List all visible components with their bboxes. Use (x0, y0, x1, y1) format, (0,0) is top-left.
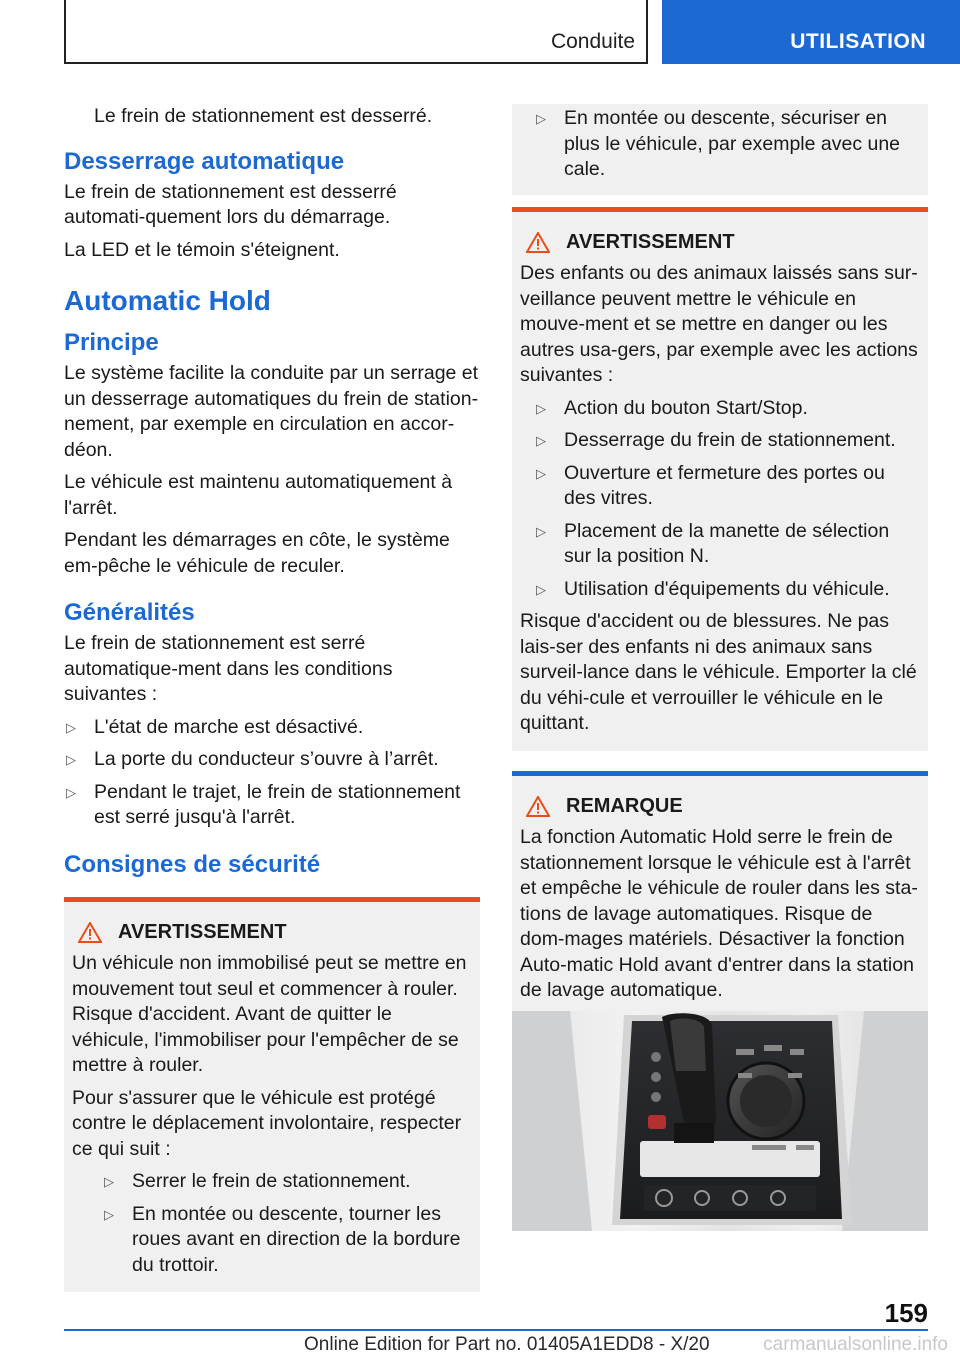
console-illustration (512, 1011, 928, 1231)
list-item: ▷ Serrer le frein de stationnement. (72, 1169, 472, 1195)
warning-box (64, 897, 480, 1293)
warning-text-1: Un véhicule non immobilisé peut se mettre en mouvement tout seul et commencer à rouler. Risque d'accident. Avant de quitter le véhicule, l'immobiliser pour l'empêcher de se mettre à rouler. (72, 952, 467, 1076)
auto-release-text: Le frein de stationnement est desserré automati-quement lors du démarrage. (64, 180, 397, 228)
footer-divider (64, 1329, 928, 1331)
list-item: ▷ Action du bouton Start/Stop. (520, 396, 920, 422)
triangle-bullet-icon: ▷ (104, 1174, 114, 1189)
heading-auto-release: Desserrage automatique (64, 147, 345, 175)
watermark: carmanualsonline.info (763, 1334, 948, 1355)
list-item: ▷ En montée ou descente, tourner les roues avant en direction de la bordure du trottoir. (72, 1202, 472, 1279)
triangle-bullet-icon: ▷ (536, 433, 546, 448)
warning-triangle-icon (526, 232, 550, 253)
released-text: Le frein de stationnement est desserré. (94, 105, 433, 127)
led-text: La LED et le témoin s'éteignent. (64, 238, 340, 261)
triangle-bullet-icon: ▷ (66, 719, 76, 735)
list-item: ▷ Desserrage du frein de stationnement. (520, 428, 920, 454)
header-chapter-tab: UTILISATION (662, 0, 960, 64)
warning-text-1: Des enfants ou des animaux laissés sans sur-veillance peuvent mettre le véhicule en mouve-ment et se mettre en danger ou les autres usa-gers, par exemple avec les actions suivantes : (520, 262, 918, 386)
heading-principe: Principe (64, 329, 159, 356)
warning-text-2: Risque d'accident ou de blessures. Ne pas lais-ser des enfants ni des animaux sans surveil-lance dans le véhicule. Emporter la clé du véhi-cule et verrouiller le véhicule en le quittant. (520, 610, 917, 734)
warning-text-2: Pour s'assurer que le véhicule est protégé contre le déplacement involontaire, respecter ce qui suit : (72, 1086, 462, 1160)
triangle-bullet-icon: ▷ (536, 465, 546, 481)
triangle-bullet-icon: ▷ (536, 400, 546, 416)
generalites-text: Le frein de stationnement est serré automatique-ment dans les conditions suivantes : (64, 632, 393, 705)
page-number: 159 (884, 1298, 928, 1328)
right-column (512, 104, 928, 1076)
triangle-bullet-icon: ▷ (536, 581, 546, 597)
principe-text-1: Le système facilite la conduite par un serrage et un desserrage automatiques du frein de station-nement, par exemple en circulation en accor-déon. (64, 362, 479, 461)
list-item: ▷ La porte du conducteur s’ouvre à l’arrêt. (64, 747, 480, 773)
list-item: ▷ Utilisation d'équipements du véhicule. (520, 577, 920, 603)
list-item: ▷ En montée ou descente, sécuriser en plus le véhicule, par exemple avec une cale. (520, 106, 918, 183)
edition-text: Online Edition for Part no. 01405A1EDD8 - X/20 (304, 1334, 710, 1355)
warning-title: AVERTISSEMENT (72, 920, 472, 946)
notice-box (512, 771, 928, 1018)
list-item: ▷ Ouverture et fermeture des portes ou des vitres. (520, 461, 920, 512)
heading-generalites: Généralités (64, 599, 195, 626)
warning-box-continued (512, 104, 928, 195)
warning-triangle-icon (78, 922, 102, 943)
center-console-image (512, 1011, 928, 1231)
list-item: ▷ Pendant le trajet, le frein de stationnement est serré jusqu'à l'arrêt. (64, 780, 480, 831)
triangle-bullet-icon: ▷ (104, 1206, 114, 1222)
header-section-title: Conduite (550, 30, 635, 53)
triangle-bullet-icon: ▷ (66, 752, 76, 767)
principe-text-3: Pendant les démarrages en côte, le système em-pêche le véhicule de reculer. (64, 529, 450, 577)
triangle-bullet-icon: ▷ (536, 523, 546, 539)
triangle-bullet-icon: ▷ (66, 784, 76, 800)
list-item: ▷ Placement de la manette de sélection sur la position N. (520, 519, 920, 570)
warning-title: AVERTISSEMENT (520, 230, 920, 256)
heading-securite: Consignes de sécurité (64, 850, 321, 878)
principe-text-2: Le véhicule est maintenu automatiquement à l'arrêt. (64, 471, 453, 519)
warning-triangle-icon (526, 796, 550, 817)
left-column (64, 104, 480, 1292)
notice-title: REMARQUE (520, 794, 920, 820)
warning-box (512, 207, 928, 751)
notice-text: La fonction Automatic Hold serre le frein de stationnement lorsque le véhicule est à l'arrêt et empêche le véhicule de rouler dans les sta-tions de lavage automatiques. Risque de dom-mages matériels. Désactiver la fonction Auto-matic Hold avant d'entrer dans la station de lavage automatique. (520, 826, 918, 1001)
triangle-bullet-icon: ▷ (536, 111, 546, 126)
list-item: ▷ L'état de marche est désactivé. (64, 715, 480, 741)
heading-automatic-hold: Automatic Hold (64, 285, 271, 316)
